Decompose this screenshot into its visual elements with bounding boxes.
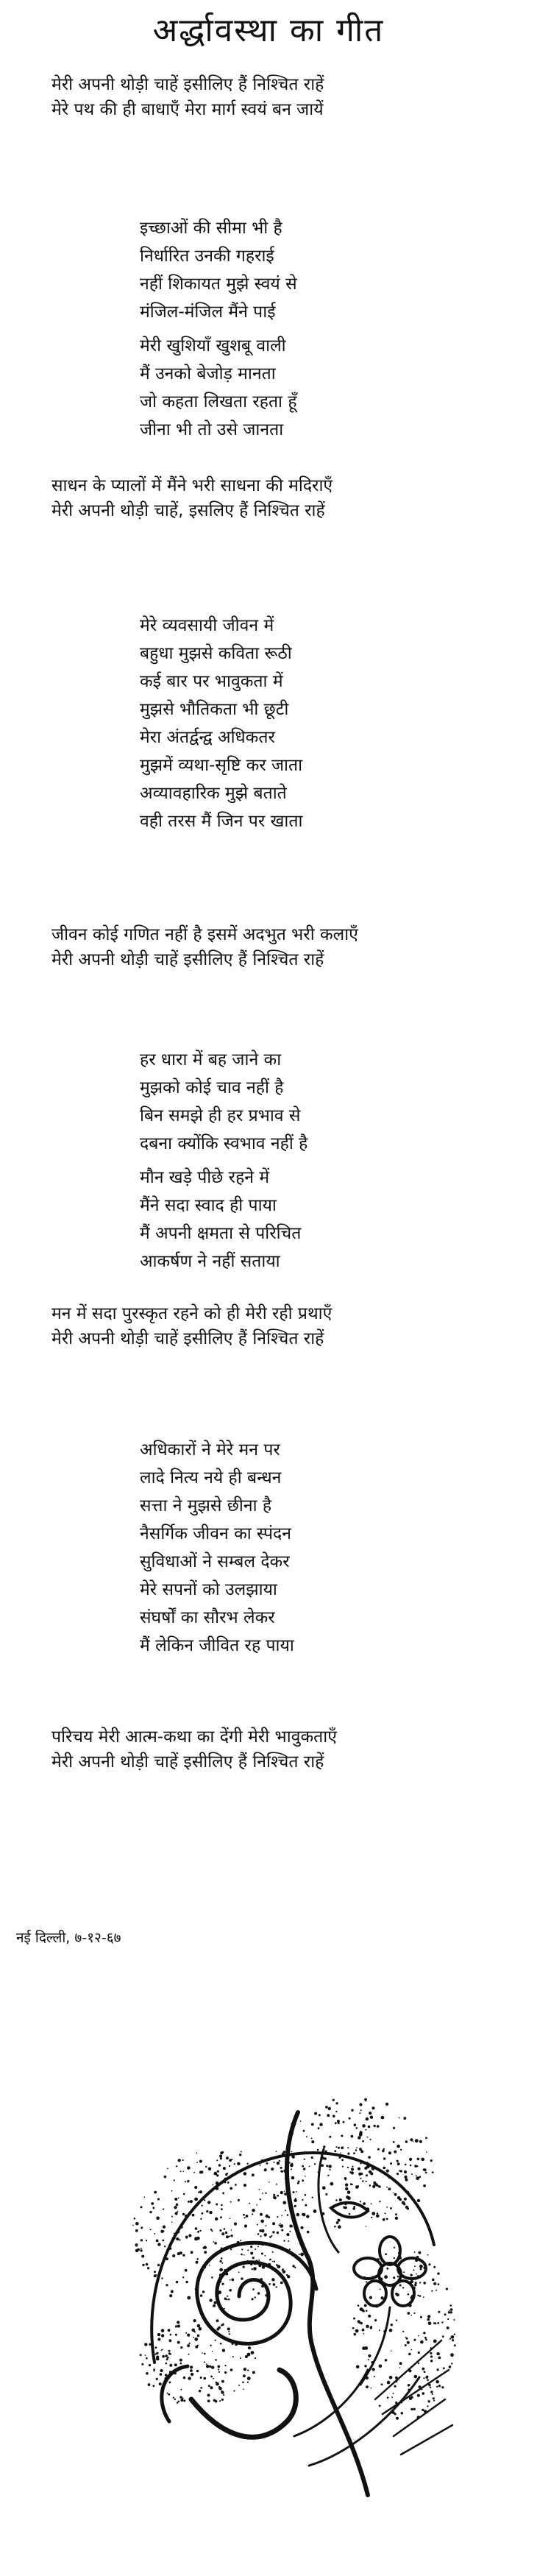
verse-line: मेरा अंतर्द्वन्द्व अधिकतर (140, 728, 275, 747)
verse-line: दबना क्योंकि स्वभाव नहीं है (140, 1134, 308, 1153)
verse-line: मैं उनको बेजोड़ मानता (140, 364, 276, 383)
verse-line: मुझसे भौतिकता भी छूटी (140, 700, 289, 719)
verse-line: मैं लेकिन जीवित रह पाया (140, 1636, 294, 1655)
verse-line: सुविधाओं ने सम्बल देकर (140, 1552, 290, 1571)
verse-line: संघर्षों का सौरभ लेकर (140, 1608, 275, 1627)
verse-line: बिन समझे ही हर प्रभाव से (140, 1106, 301, 1125)
refrain-line: मन में सदा पुरस्कृत रहने को ही मेरी रही प्रथाएँ (51, 1304, 332, 1323)
verse-line: मेरी खुशियाँ खुशबू वाली (140, 336, 286, 355)
verse-line: मेरे सपनों को उलझाया (140, 1580, 277, 1599)
refrain-line: मेरी अपनी थोड़ी चाहें, इसलिए हैं निश्चित राहें (51, 501, 325, 520)
verse-line: अव्यावहारिक मुझे बताते (140, 784, 287, 803)
verse-line: निर्धारित उनकी गहराई (140, 247, 274, 266)
verse-line: मुझमें व्यथा-सृष्टि कर जाता (140, 756, 303, 775)
refrain-line: मेरे पथ की ही बाधाएँ मेरा मार्ग स्वयं बन जायें (51, 100, 324, 119)
eye-stroke (331, 2203, 368, 2218)
flower-stem-stroke (360, 2307, 390, 2385)
verse-line: मौन खड़े पीछे रहने में (140, 1168, 270, 1187)
verse-line: जो कहता लिखता रहता हूँ (140, 392, 297, 411)
verse-line: नैसर्गिक जीवन का स्पंदन (140, 1524, 292, 1543)
refrain-line: परिचय मेरी आत्म-कथा का देंगी मेरी भावुकताएँ (51, 1727, 337, 1747)
refrain-line: मेरी अपनी थोड़ी चाहें इसीलिए हैं निश्चित राहें (51, 75, 324, 94)
refrain-line: साधन के प्यालों में मैंने भरी साधना की मदिराएँ (51, 476, 333, 495)
verse-line: इच्छाओं की सीमा भी है (140, 219, 282, 238)
verse-line: मैंने सदा स्वाद ही पाया (140, 1196, 277, 1215)
verse-line: सत्ता ने मुझसे छीना है (140, 1496, 272, 1515)
verse-line: मेरे व्यवसायी जीवन में (140, 616, 274, 635)
verse-line: कई बार पर भावुकता में (140, 672, 283, 691)
verse-line: बहुधा मुझसे कविता रूठी (140, 644, 292, 663)
refrain-line: जीवन कोई गणित नहीं है इसमें अदभुत भरी कलाएँ (51, 925, 358, 944)
verse-line: हर धारा में बह जाने का (140, 1050, 282, 1069)
flower-shape (354, 2237, 426, 2306)
poem-dateline: नई दिल्ली, ७-१२-६७ (16, 1930, 121, 1946)
verse-line: वही तरस मैं जिन पर खाता (140, 812, 303, 831)
verse-line: आकर्षण ने नहीं सताया (140, 1252, 280, 1271)
refrain-line: मेरी अपनी थोड़ी चाहें इसीलिए हैं निश्चित राहें (51, 950, 324, 969)
verse-line: नहीं शिकायत मुझे स्वयं से (140, 275, 297, 294)
spiral-stroke (197, 2243, 316, 2343)
verse-line: मैं अपनी क्षमता से परिचित (140, 1224, 302, 1243)
ink-illustration (110, 2053, 456, 2539)
swoop-stroke (191, 2370, 296, 2437)
refrain-line: मेरी अपनी थोड़ी चाहें इसीलिए हैं निश्चित राहें (51, 1752, 324, 1772)
verse-line: मुझको कोई चाव नहीं है (140, 1078, 284, 1097)
verse-line: लादे नित्य नये ही बन्धन (140, 1468, 282, 1487)
verse-line: मंजिल-मंजिल मैंने पाई (140, 302, 276, 322)
verse-line: जीना भी तो उसे जानता (140, 420, 284, 439)
verse-line: अधिकारों ने मेरे मन पर (140, 1440, 280, 1459)
poem-title: अर्द्धावस्था का गीत (152, 12, 385, 49)
refrain-line: मेरी अपनी थोड़ी चाहें इसीलिए हैं निश्चित राहें (51, 1329, 324, 1348)
tendril-stroke (294, 2370, 419, 2466)
face-profile-stroke (287, 2112, 368, 2495)
